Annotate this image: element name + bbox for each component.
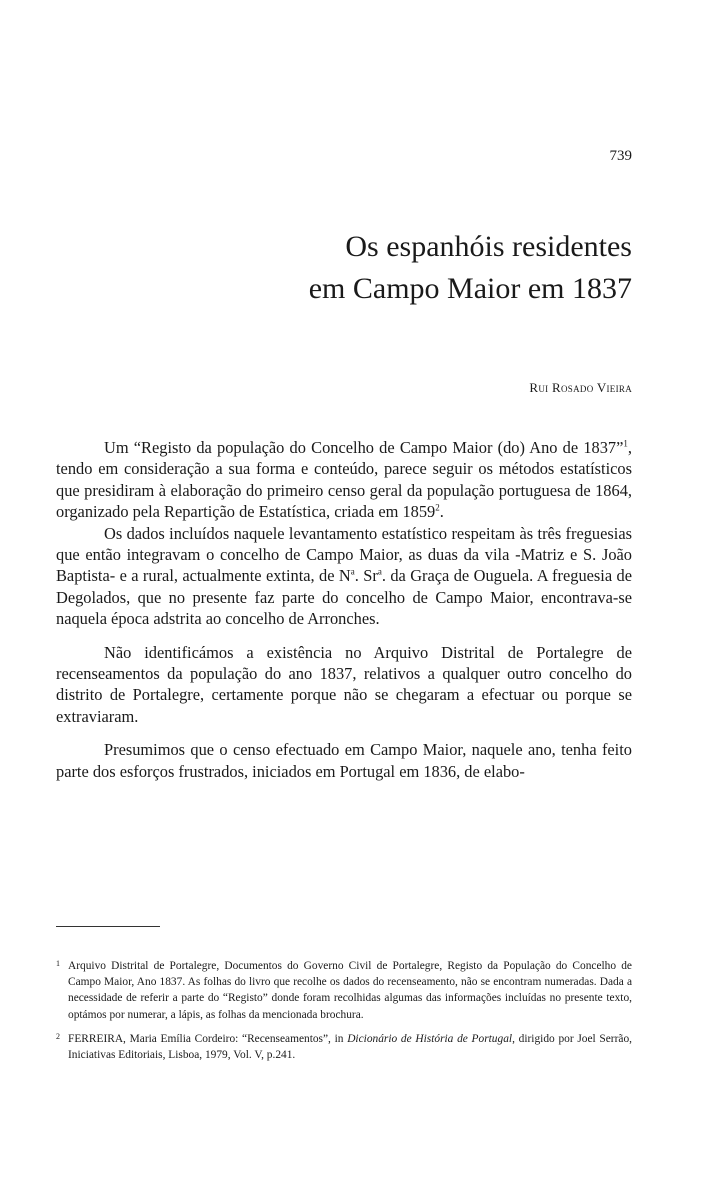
article-title — [200, 226, 632, 310]
ordinal-sup-2: a — [377, 566, 382, 577]
footnote-1 — [56, 958, 632, 1023]
paragraph-2-text-a: Os dados incluídos naquele levantamento estatístico respeitam às três freguesias que então integravam o concelho de Campo Maior, as duas da vila -Matriz e S. João Baptista- e a rural, actualmente extinta, de N — [56, 523, 632, 586]
footnote-2-book-title: Dicionário de História de Portugal — [347, 1032, 513, 1045]
body-text — [56, 437, 632, 782]
ordinal-sup-1: a — [350, 566, 355, 577]
footnote-1-text: Arquivo Distrital de Portalegre, Documentos do Governo Civil de Portalegre, Registo da População do Concelho de Campo Maior, Ano 1837. As folhas do livro que recolhe os dados do recenseamento, não se encontram numeradas. Dada a necessidade de referir a parte do “Registo” donde foram recolhidas algumas das informações incluídas no presente texto, optámos por numerar, a lápis, as folhas da mencionada brochura. — [68, 960, 632, 1021]
author-name: Rui Rosado Vieira — [529, 380, 632, 395]
footnote-2-mark: 2 — [56, 1031, 60, 1041]
footnote-2 — [56, 1031, 632, 1063]
page-number: 739 — [609, 148, 632, 164]
footnote-2-text-a: FERREIRA, Maria Emília Cordeiro: “Recenseamentos”, in — [68, 1032, 348, 1045]
footnote-ref-2: 2 — [435, 502, 440, 513]
paragraph-2 — [56, 523, 632, 630]
paragraph-3: Não identificámos a existência no Arquivo Distrital de Portalegre de recenseamentos da população do ano 1837, relativos a qualquer outro concelho do distrito de Portalegre, certamente porque não se chegaram a efectuar ou porque se extraviaram. — [56, 642, 632, 726]
paragraph-1-text-c: . — [439, 502, 444, 522]
footnote-2-text-b: , dirigido por Joel Serrão, Iniciativas Editoriais, Lisboa, 1979, Vol. V, p.241. — [68, 1032, 632, 1062]
footnote-ref-1: 1 — [623, 438, 628, 449]
paragraph-2-text-b: . Sr — [354, 566, 378, 586]
paragraph-1-text-a: Um “Registo da população do Concelho de Campo Maior (do) Ano de 1837” — [104, 438, 624, 457]
paragraph-4: Presumimos que o censo efectuado em Campo Maior, naquele ano, tenha feito parte dos esforços frustrados, iniciados em Portugal em 1836, de elabo- — [56, 740, 632, 781]
title-line-1: Os espanhóis residentes — [345, 230, 632, 263]
title-line-2: em Campo Maior em 1837 — [308, 272, 632, 305]
paragraph-1 — [56, 437, 632, 523]
footnotes — [56, 958, 632, 1071]
footnote-separator — [56, 926, 160, 927]
footnote-1-mark: 1 — [56, 959, 60, 968]
paragraph-2-text-c: . da Graça de Ouguela. A freguesia de Degolados, que no presente faz parte do concelho de Campo Maior, encontrava-se naquela época adstrita ao concelho de Arronches. — [56, 566, 632, 629]
paragraph-1-text-b: , tendo em consideração a sua forma e conteúdo, parece seguir os métodos estatísticos que presidiram à elaboração do primeiro censo geral da população portuguesa de 1864, organizado pela Repartição de Estatística, criada em 1859 — [56, 438, 632, 522]
